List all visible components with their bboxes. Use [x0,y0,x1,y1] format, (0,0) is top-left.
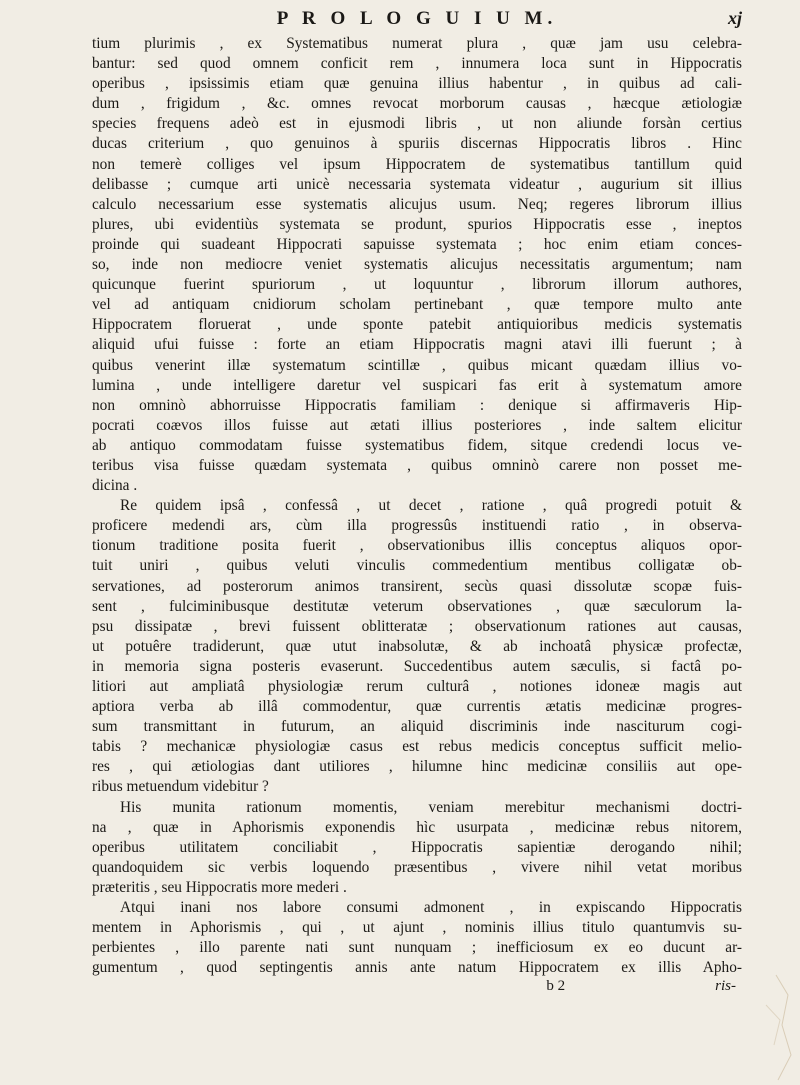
page-footer [92,978,742,998]
text-line: so, inde non mediocre veniet systematis alicujus necessitatis argumentum; nam [92,256,742,274]
text-line: ducas criterium , quo genuinos à spuriis discernas Hippocratis libros . Hinc [92,135,742,153]
text-line: calculo necessarium esse systematis alicujus usum. Neq; regeres librorum illius [92,195,742,213]
text-line: Re quidem ipsâ , confessâ , ut decet , ratione , quâ progredi potuit & [120,497,742,515]
text-line: vel ad antiquam cnidiorum scholam pertinebant , quæ tempore multo ante [92,296,742,314]
text-line: tabis ? mechanicæ physiologiæ casus est rebus medicis conceptus sufficit melio- [92,738,742,756]
text-line: His munita rationum momentis, veniam merebitur mechanismi doctri- [120,798,742,816]
text-line: gumentum , quod septingentis annis ante natum Hippocratem ex illis Apho- [92,959,742,977]
text-line: mentem in Aphorismis , qui , ut ajunt , nominis illius titulo quantumvis su- [92,919,742,937]
text-line: proficere medendi ars, cùm illa progressûs instituendi ratio , in observa- [92,517,742,535]
text-line: species frequens adeò est in ejusmodi libris , ut non aliunde forsàn certius [92,115,742,133]
text-line: aptiora verba ab illâ commodentur, quæ currentis ætatis medicinæ progres- [92,698,742,716]
text-line: dum , frigidum , &c. omnes revocat morborum causas , hæcque ætiologiæ [92,95,742,113]
text-line: proinde qui suadeant Hippocrati sapuisse systemata ; hoc enim etiam conces- [92,235,742,253]
text-line: res , qui ætiologias dant utiliores , hilumne hinc medicinæ consiliis aut ope- [92,758,742,776]
text-line: non omninò abhorruisse Hippocratis familiam : denique si affirmaveris Hip- [92,396,742,414]
page-number: xj [727,8,742,28]
paper-stain [736,965,796,1085]
text-line: plures, ubi evidentiùs systemata se produnt, spurios Hippocratis esse , ineptos [92,215,742,233]
text-line: tionum traditione posita fuerit , observationibus illis conceptus aliquos opor- [92,537,742,555]
text-line: tium plurimis , ex Systematibus numerat plura , quæ jam usu celebra- [92,35,742,52]
text-line: quicunque fuerint spuriorum , ut loquuntur , librorum illorum authores, [92,276,742,294]
text-line: non temerè colliges vel ipsum Hippocratem de systematibus tantillum quid [92,155,742,173]
text-line: na , quæ in Aphorismis exponendis hìc usurpata , medicinæ rebus nitorem, [92,818,742,836]
text-line: Hippocratem floruerat , unde sponte patebit antiquioribus medicis systematis [92,316,742,334]
text-line: ut potuêre tradiderunt, quæ utut inabsolutæ, & ab inchoatâ physicæ profectæ, [92,637,742,655]
text-line: dicina . [92,477,138,495]
text-line: præteritis , seu Hippocratis more mederi . [92,878,347,896]
text-line: lumina , unde intelligere daretur vel suspicari fas erit à systematum amore [92,376,742,394]
text-line: ab antiquo commodatam fuisse systematibus fidem, sitque credendi locus ve- [92,436,742,454]
text-line: pocrati coævos illos fuisse aut ætati illius posteriores , inde saltem elicitur [92,416,742,434]
text-line: operibus utilitatem conciliabit , Hippocratis sapientiæ derogando nihil; [92,838,742,856]
text-line: servationes, ad posterorum animos transirent, secùs quasi dissolutæ scopæ fuis- [92,577,742,595]
text-line: aliquid ufui fuisse : forte an etiam Hippocratis magni atavi illi fuerunt ; à [92,336,742,354]
text-line: in memoria signa posteris evaserunt. Succedentibus autem sæculis, si factâ po- [92,657,742,675]
text-line: perbientes , illo parente nati sunt nunquam ; inefficiosum ex eo ducunt ar- [92,939,742,957]
text-line: delibasse ; cumque arti unicè necessaria systemata videatur , augurium sit illius [92,175,742,193]
page-header [92,8,742,32]
text-line: sent , fulciminibusque destitutæ veterum observationes , quæ sæculorum la- [92,597,742,615]
text-line: quibus venerint illæ systematum scintillæ , quibus micant quædam illius vo- [92,356,742,374]
text-line: Atqui inani nos labore consumi admonent , in expiscando Hippocratis [120,899,742,917]
running-head: P R O L O G U I U M. [276,8,558,29]
text-line: bantur: sed quod omnem conficit rem , innumera loca sunt in Hippocratis [92,55,742,73]
signature-mark: b 2 [546,978,566,995]
text-line: teribus visa fuisse quædam systemata , quibus omninò carere non posset me- [92,456,742,474]
text-line: psu dissipatæ , brevi fuissent oblitteratæ ; observationum rationes aut causas, [92,617,742,635]
text-line: ribus metuendum videbitur ? [92,778,269,796]
text-line: operibus , ipsissimis etiam quæ genuina illius habentur , in quibus ad cali- [92,75,742,93]
body-text [92,34,742,978]
text-line: sum transmittant in futurum, an aliquid discriminis inde nasciturum cogi- [92,718,742,736]
text-line: litiori aut ampliatâ physiologiæ rerum culturâ , notiones idoneæ magis aut [92,678,742,695]
catchword: ris- [715,978,736,995]
text-line: tuit uniri , quibus veluti vinculis commedentium mentibus colligatæ ob- [92,557,742,575]
text-line: quandoquidem sic verbis loquendo præsentibus , vivere nihil vetat moribus [92,858,742,876]
